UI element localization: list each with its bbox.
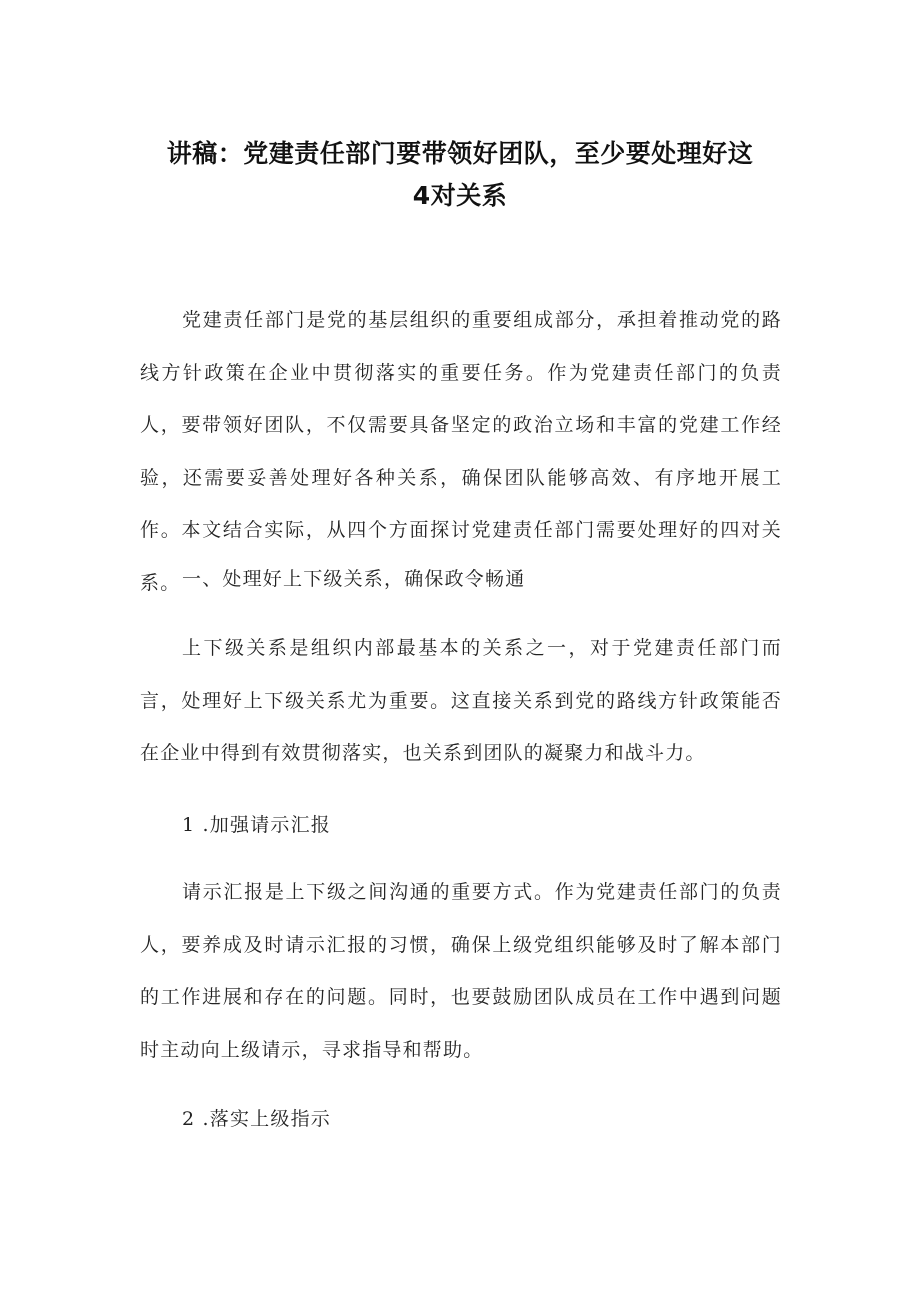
section-1-paragraph: 上下级关系是组织内部最基本的关系之一，对于党建责任部门而言，处理好上下级关系尤为重要。这直接关系到党的路线方针政策能否在企业中得到有效贯彻落实，也关系到团队的凝聚力和战斗力。 — [140, 637, 782, 764]
subsection-1-paragraph: 请示汇报是上下级之间沟通的重要方式。作为党建责任部门的负责人，要养成及时请示汇报的习惯，确保上级党组织能够及时了解本部门的工作进展和存在的问题。同时，也要鼓励团队成员在工作中遇到问题时主动向上级请示，寻求指导和帮助。 — [140, 881, 782, 1061]
subsection-1-heading: 1 .加强请示汇报 — [182, 814, 331, 836]
document-title-line-1: 讲稿：党建责任部门要带领好团队，至少要处理好这 — [166, 138, 754, 168]
subsection-2-heading: 2 .落实上级指示 — [182, 1108, 331, 1130]
document-title-line-2: 4对关系 — [412, 180, 508, 210]
document-title — [140, 133, 780, 217]
section-1-heading: 一、处理好上下级关系，确保政令畅通 — [182, 568, 526, 590]
intro-paragraph: 党建责任部门是党的基层组织的重要组成部分，承担着推动党的路线方针政策在企业中贯彻落实的重要任务。作为党建责任部门的负责人，要带领好团队，不仅需要具备坚定的政治立场和丰富的党建工作经验，还需要妥善处理好各种关系，确保团队能够高效、有序地开展工作。本文结合实际，从四个方面探讨党建责任部门需要处理好的四对关系。 — [140, 309, 782, 594]
